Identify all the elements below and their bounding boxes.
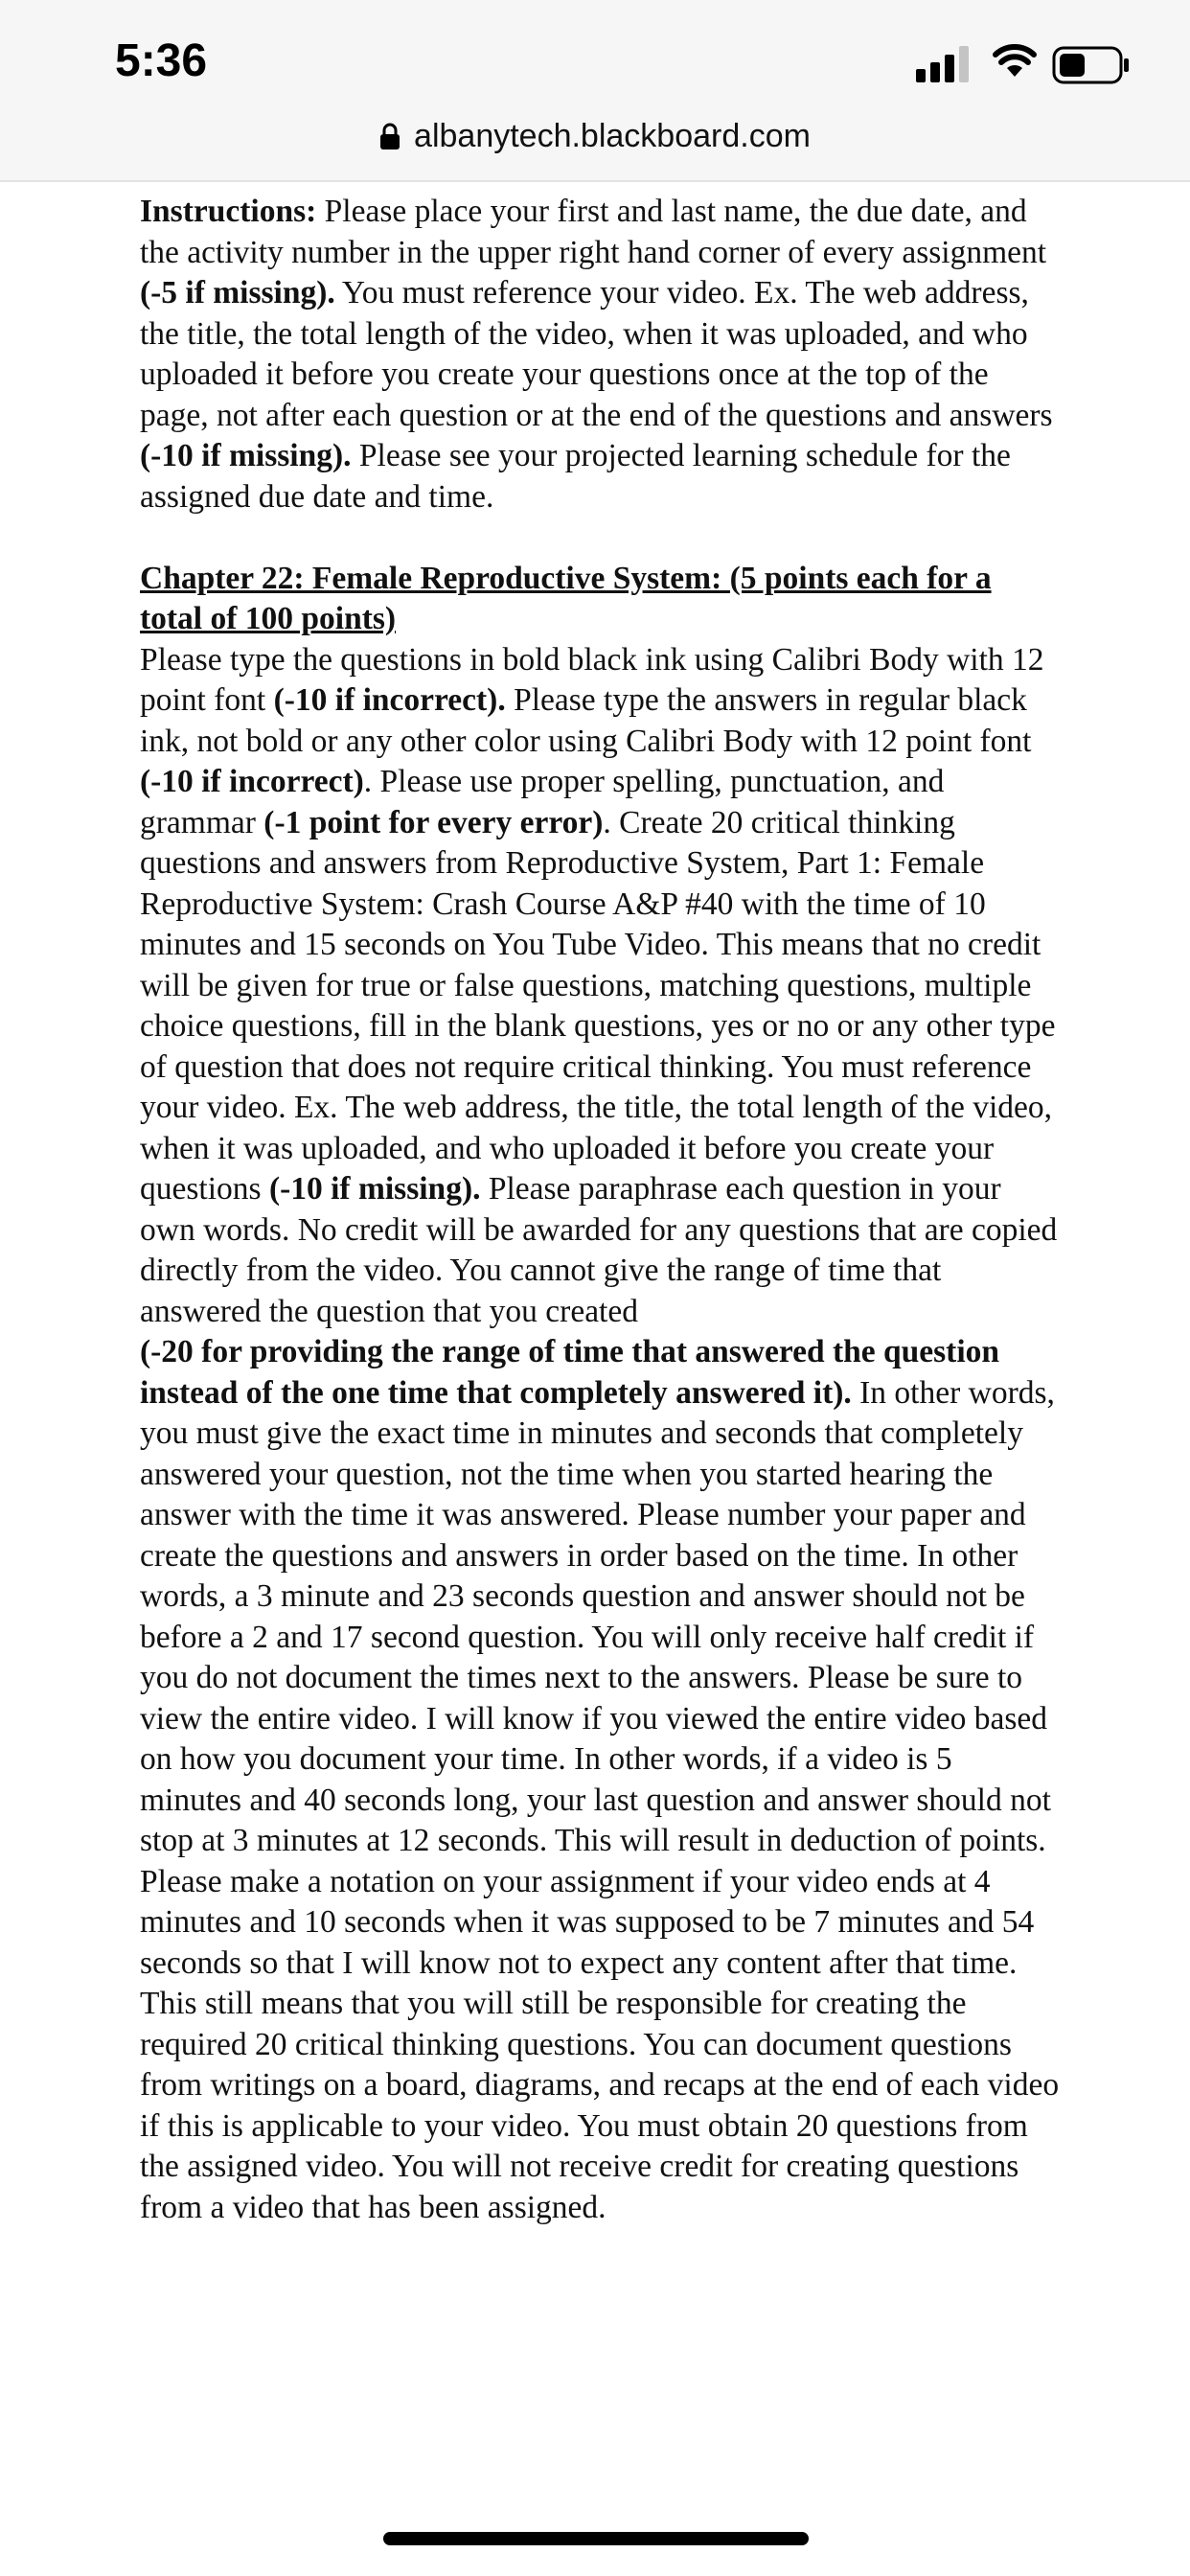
cellular-signal-icon xyxy=(916,46,970,82)
instructions-paragraph: Instructions: Please place your first and last name, the due date, and the activity number in the upper right hand corner of every assignment (-5 if missing). You must reference your video. Ex. The web address, the title, the total length of the video, when it was uploaded, and who uploaded it before you create your questions once at the top of the page, not after each question or at the end of the questions and answers (-10 if missing). Please see your projected learning schedule for the assigned due date and time. xyxy=(140,194,1053,515)
wifi-icon xyxy=(993,44,1037,79)
chapter-heading: Chapter 22: Female Reproductive System: (5 points each for a total of 100 points) xyxy=(140,560,992,636)
home-indicator[interactable] xyxy=(383,2532,809,2545)
document-content xyxy=(140,192,1060,2228)
status-time: 5:36 xyxy=(115,35,208,86)
browser-top-bar xyxy=(0,0,1190,182)
chapter-section: Chapter 22: Female Reproductive System: (5 points each for a total of 100 points) Please type the questions in bold black ink using Calibri Body with 12 point font (-10 if incorrect). Please type the answers in regular black ink, not bold or any other color using Calibri Body with 12 point font (-10 if incorrect). Please use proper spelling, punctuation, and grammar (-1 point for every error). Create 20 critical thinking questions and answers from Reproductive System, Part 1: Female Reproductive System: Crash Course A&P #40 with the time of 10 minutes and 15 seconds on You Tube Video. This means that no credit will be given for true or false questions, matching questions, multiple choice questions, fill in the blank questions, yes or no or any other type of question that does not require critical thinking. You must reference your video. Ex. The web address, the title, the total length of the video, when it was uploaded, and who uploaded it before you create your questions (-10 if missing). Please paraphrase each question in your own words. No credit will be awarded for any questions that are copied directly from the video. You cannot give the range of time that answered the question that you created (-20 for providing the range of time that answered the question instead of the one time that completely answered it). In other words, you must give the exact time in minutes and seconds that completely answered your question, not the time when you started hearing the answer with the time it was answered. Please number your paper and create the questions and answers in order based on the time. In other words, a 3 minute and 23 seconds question and answer should not be before a 2 and 17 second question. You will only receive half credit if you do not document the times next to the answers. Please be sure to view the entire video. I will know if you viewed the entire video based on how you document your time. In other words, if a video is 5 minutes and 40 seconds long, your last question and answer should not stop at 3 minutes at 12 seconds. This will result in deduction of points. Please make a notation on your assignment if your video ends at 4 minutes and 10 seconds when it was supposed to be 7 minutes and 54 seconds so that I will know not to expect any content after that time. This still means that you will still be responsible for creating the required 20 critical thinking questions. You can document questions from writings on a board, diagrams, and recaps at the end of each video if this is applicable to your video. You must obtain 20 questions from the assigned video. You will not receive credit for creating questions from a video that has been assigned. xyxy=(140,560,1060,2225)
battery-icon xyxy=(1052,46,1131,84)
url-bar[interactable] xyxy=(0,113,1190,159)
instructions-label: Instructions: xyxy=(140,194,317,229)
url-text: albanytech.blackboard.com xyxy=(414,117,811,154)
lock-icon xyxy=(379,122,400,150)
